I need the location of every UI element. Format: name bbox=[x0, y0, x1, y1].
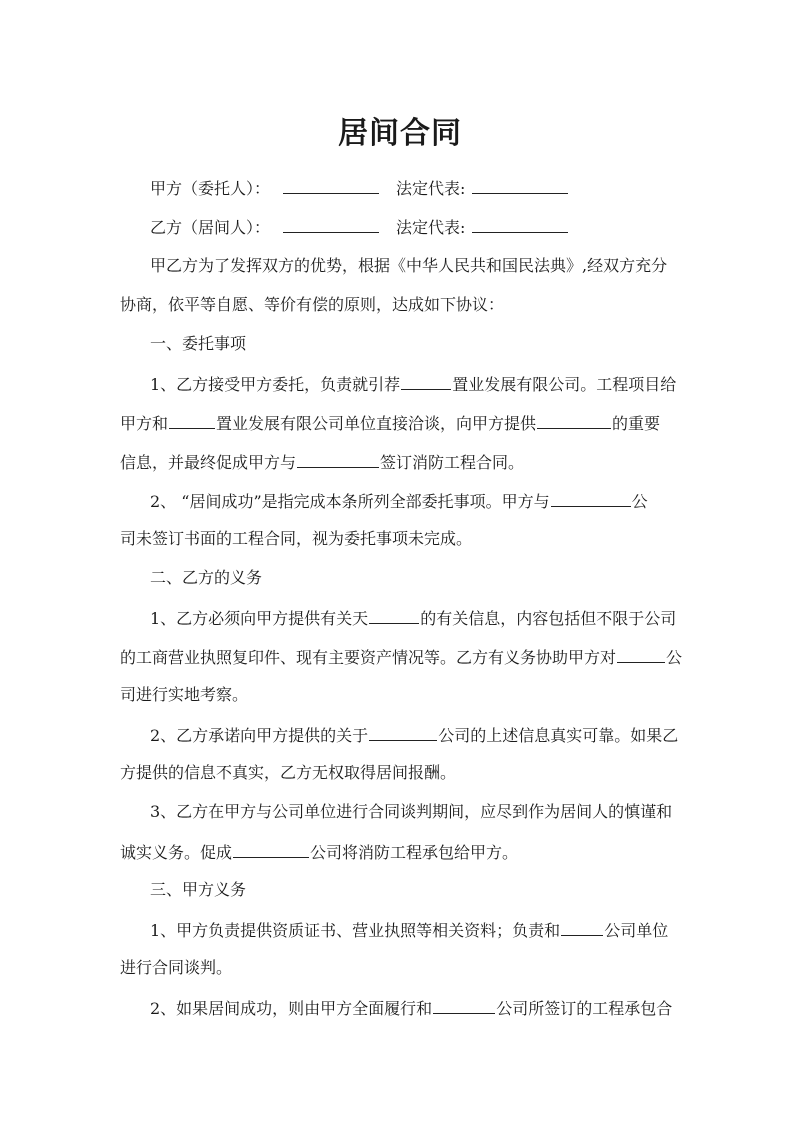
blank bbox=[369, 723, 437, 741]
document-title: 居间合同 bbox=[338, 116, 462, 151]
clause-3-1-line-2: 进行合同谈判。 bbox=[120, 958, 233, 977]
section-3-heading: 三、甲方义务 bbox=[150, 880, 247, 899]
clause-2-2-line-1: 2、乙方承诺向甲方提供的关于 公司的上述信息真实可靠。如果乙 bbox=[150, 723, 680, 747]
blank bbox=[297, 450, 379, 468]
clause-2-1-line-1: 1、乙方必须向甲方提供有关天 的有关信息，内容包括但不限于公司 bbox=[150, 606, 680, 630]
clause-2-1-line-3: 司进行实地考察。 bbox=[120, 685, 249, 704]
clause-1-2-line-1: 2、 “居间成功”是指完成本条所列全部委托事项。甲方与 公 bbox=[150, 489, 680, 513]
clause-2-3-line-2: 诚实义务。促成 公司将消防工程承包给甲方。 bbox=[120, 840, 680, 864]
intro-line-2: 协商，依平等自愿、等价有偿的原则，达成如下协议： bbox=[120, 295, 505, 314]
party-b-rep-label: 法定代表: bbox=[396, 218, 466, 237]
intro-line-1: 甲乙方为了发挥双方的优势，根据《中华人民共和国民法典》,经双方充分 bbox=[150, 256, 668, 275]
party-a-name-blank bbox=[283, 176, 379, 194]
blank bbox=[169, 411, 215, 429]
party-a-rep-blank bbox=[472, 176, 568, 194]
blank bbox=[561, 918, 603, 936]
party-b-rep-blank bbox=[472, 215, 568, 233]
blank bbox=[433, 996, 495, 1014]
clause-3-1-line-1: 1、甲方负责提供资质证书、营业执照等相关资料；负责和 公司单位 bbox=[150, 918, 680, 942]
section-1-heading: 一、委托事项 bbox=[150, 334, 247, 353]
party-b-name-blank bbox=[283, 215, 379, 233]
blank bbox=[537, 411, 611, 429]
party-b-label: 乙方（居间人）： bbox=[150, 218, 271, 237]
section-2-heading: 二、乙方的义务 bbox=[150, 568, 263, 587]
blank bbox=[551, 489, 631, 507]
clause-1-2-line-2: 司未签订书面的工程合同，视为委托事项未完成。 bbox=[120, 529, 473, 548]
party-a-label: 甲方（委托人）： bbox=[150, 179, 271, 198]
clause-3-2-line-1: 2、如果居间成功，则由甲方全面履行和 公司所签订的工程承包合 bbox=[150, 996, 680, 1020]
clause-2-1-line-2: 的工商营业执照复印件、现有主要资产情况等。乙方有义务协助甲方对 公 bbox=[120, 645, 680, 669]
clause-2-2-line-2: 方提供的信息不真实，乙方无权取得居间报酬。 bbox=[120, 763, 457, 782]
blank bbox=[401, 372, 451, 390]
blank bbox=[617, 645, 665, 663]
party-a-rep-label: 法定代表: bbox=[396, 179, 466, 198]
party-a-line bbox=[150, 176, 680, 200]
clause-1-1-line-2: 甲方和 置业发展有限公司单位直接洽谈，向甲方提供 的重要 bbox=[120, 411, 680, 435]
blank bbox=[233, 840, 309, 858]
blank bbox=[369, 606, 419, 624]
clause-1-1-line-3: 信息，并最终促成甲方与 签订消防工程合同。 bbox=[120, 450, 680, 474]
party-b-line bbox=[150, 215, 680, 239]
clause-2-3-line-1: 3、乙方在甲方与公司单位进行合同谈判期间，应尽到作为居间人的慎谨和 bbox=[150, 802, 673, 821]
clause-1-1-line-1: 1、乙方接受甲方委托，负责就引荐 置业发展有限公司。工程项目给 bbox=[150, 372, 680, 396]
